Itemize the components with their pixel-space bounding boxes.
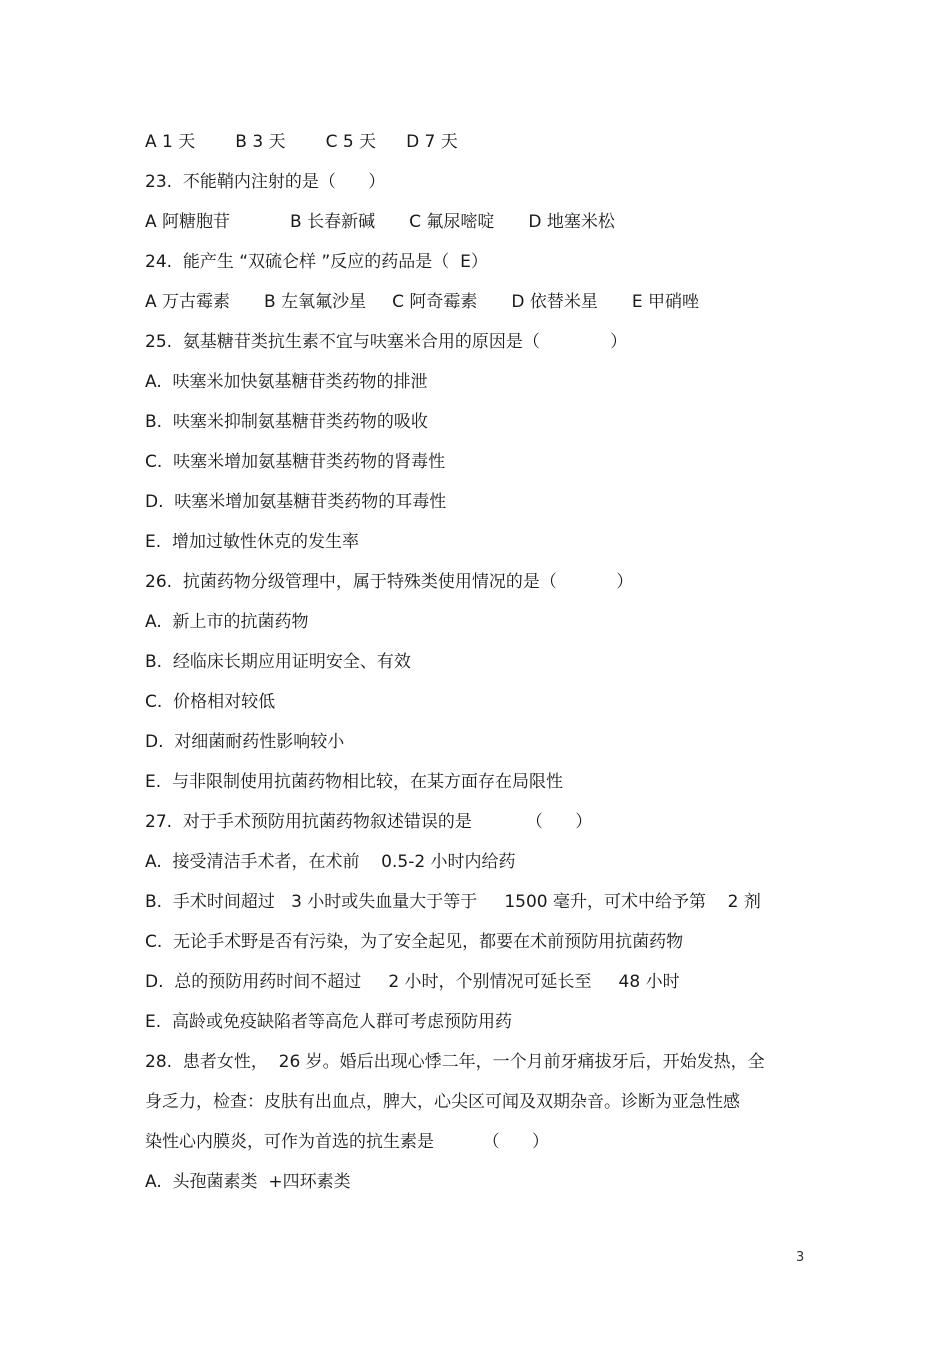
text-line: 23. 不能鞘内注射的是（ ）: [145, 172, 386, 192]
text-line: D. 对细菌耐药性影响较小: [145, 732, 345, 752]
text-line: B. 经临床长期应用证明安全、有效: [145, 652, 411, 672]
text-line: 27. 对于手术预防用抗菌药物叙述错误的是 （ ）: [145, 812, 593, 832]
option-item: A 1 天: [145, 132, 196, 152]
text-line: 28. 患者女性， 26 岁。婚后出现心悸二年，一个月前牙痛拔牙后，开始发热，全: [145, 1052, 765, 1072]
option-item: B 长春新碱: [290, 212, 376, 232]
text-line: E. 高龄或免疫缺陷者等高危人群可考虑预防用药: [145, 1012, 512, 1032]
text-line: A. 头孢菌素类 +四环素类: [145, 1172, 351, 1192]
option-row: [145, 128, 805, 168]
option-item: C 5 天: [325, 132, 377, 152]
option-item: B 3 天: [235, 132, 286, 152]
option-item: C 氟尿嘧啶: [409, 212, 495, 232]
text-line: 24. 能产生 “双硫仑样 ”反应的药品是（ E）: [145, 252, 488, 272]
text-line: 染性心内膜炎，可作为首选的抗生素是 （ ）: [145, 1132, 550, 1152]
text-line: A. 呋塞米加快氨基糖苷类药物的排泄: [145, 372, 428, 392]
text-line: B. 呋塞米抑制氨基糖苷类药物的吸收: [145, 412, 428, 432]
page-number: 3: [796, 1250, 805, 1265]
option-item: E 甲硝唑: [631, 292, 700, 312]
option-item: D 地塞米松: [528, 212, 615, 232]
option-row: [145, 208, 805, 248]
option-item: D 7 天: [406, 132, 458, 152]
text-line: 25. 氨基糖苷类抗生素不宜与呋塞米合用的原因是（ ）: [145, 332, 628, 352]
text-line: D. 呋塞米增加氨基糖苷类药物的耳毒性: [145, 492, 447, 512]
text-line: B. 手术时间超过 3 小时或失血量大于等于 1500 毫升，可术中给予第 2 剂: [145, 892, 761, 912]
text-line: C. 呋塞米增加氨基糖苷类药物的肾毒性: [145, 452, 446, 472]
text-line: A. 新上市的抗菌药物: [145, 612, 309, 632]
option-item: C 阿奇霉素: [392, 292, 478, 312]
question-content: [145, 128, 805, 1208]
text-line: 身乏力，检查：皮肤有出血点，脾大，心尖区可闻及双期杂音。诊断为亚急性感: [145, 1092, 740, 1112]
text-line: 26. 抗菌药物分级管理中，属于特殊类使用情况的是（ ）: [145, 572, 634, 592]
option-item: A 万古霉素: [145, 292, 231, 312]
text-line: A. 接受清洁手术者，在术前 0.5-2 小时内给药: [145, 852, 516, 872]
text-line: D. 总的预防用药时间不超过 2 小时，个别情况可延长至 48 小时: [145, 972, 680, 992]
text-line: C. 无论手术野是否有污染，为了安全起见，都要在术前预防用抗菌药物: [145, 932, 684, 952]
option-item: B 左氧氟沙星: [264, 292, 367, 312]
option-item: A 阿糖胞苷: [145, 212, 231, 232]
text-line: C. 价格相对较低: [145, 692, 276, 712]
option-item: D 依替米星: [511, 292, 598, 312]
text-line: E. 与非限制使用抗菌药物相比较，在某方面存在局限性: [145, 772, 563, 792]
option-row: [145, 288, 805, 328]
text-line: E. 增加过敏性休克的发生率: [145, 532, 359, 552]
